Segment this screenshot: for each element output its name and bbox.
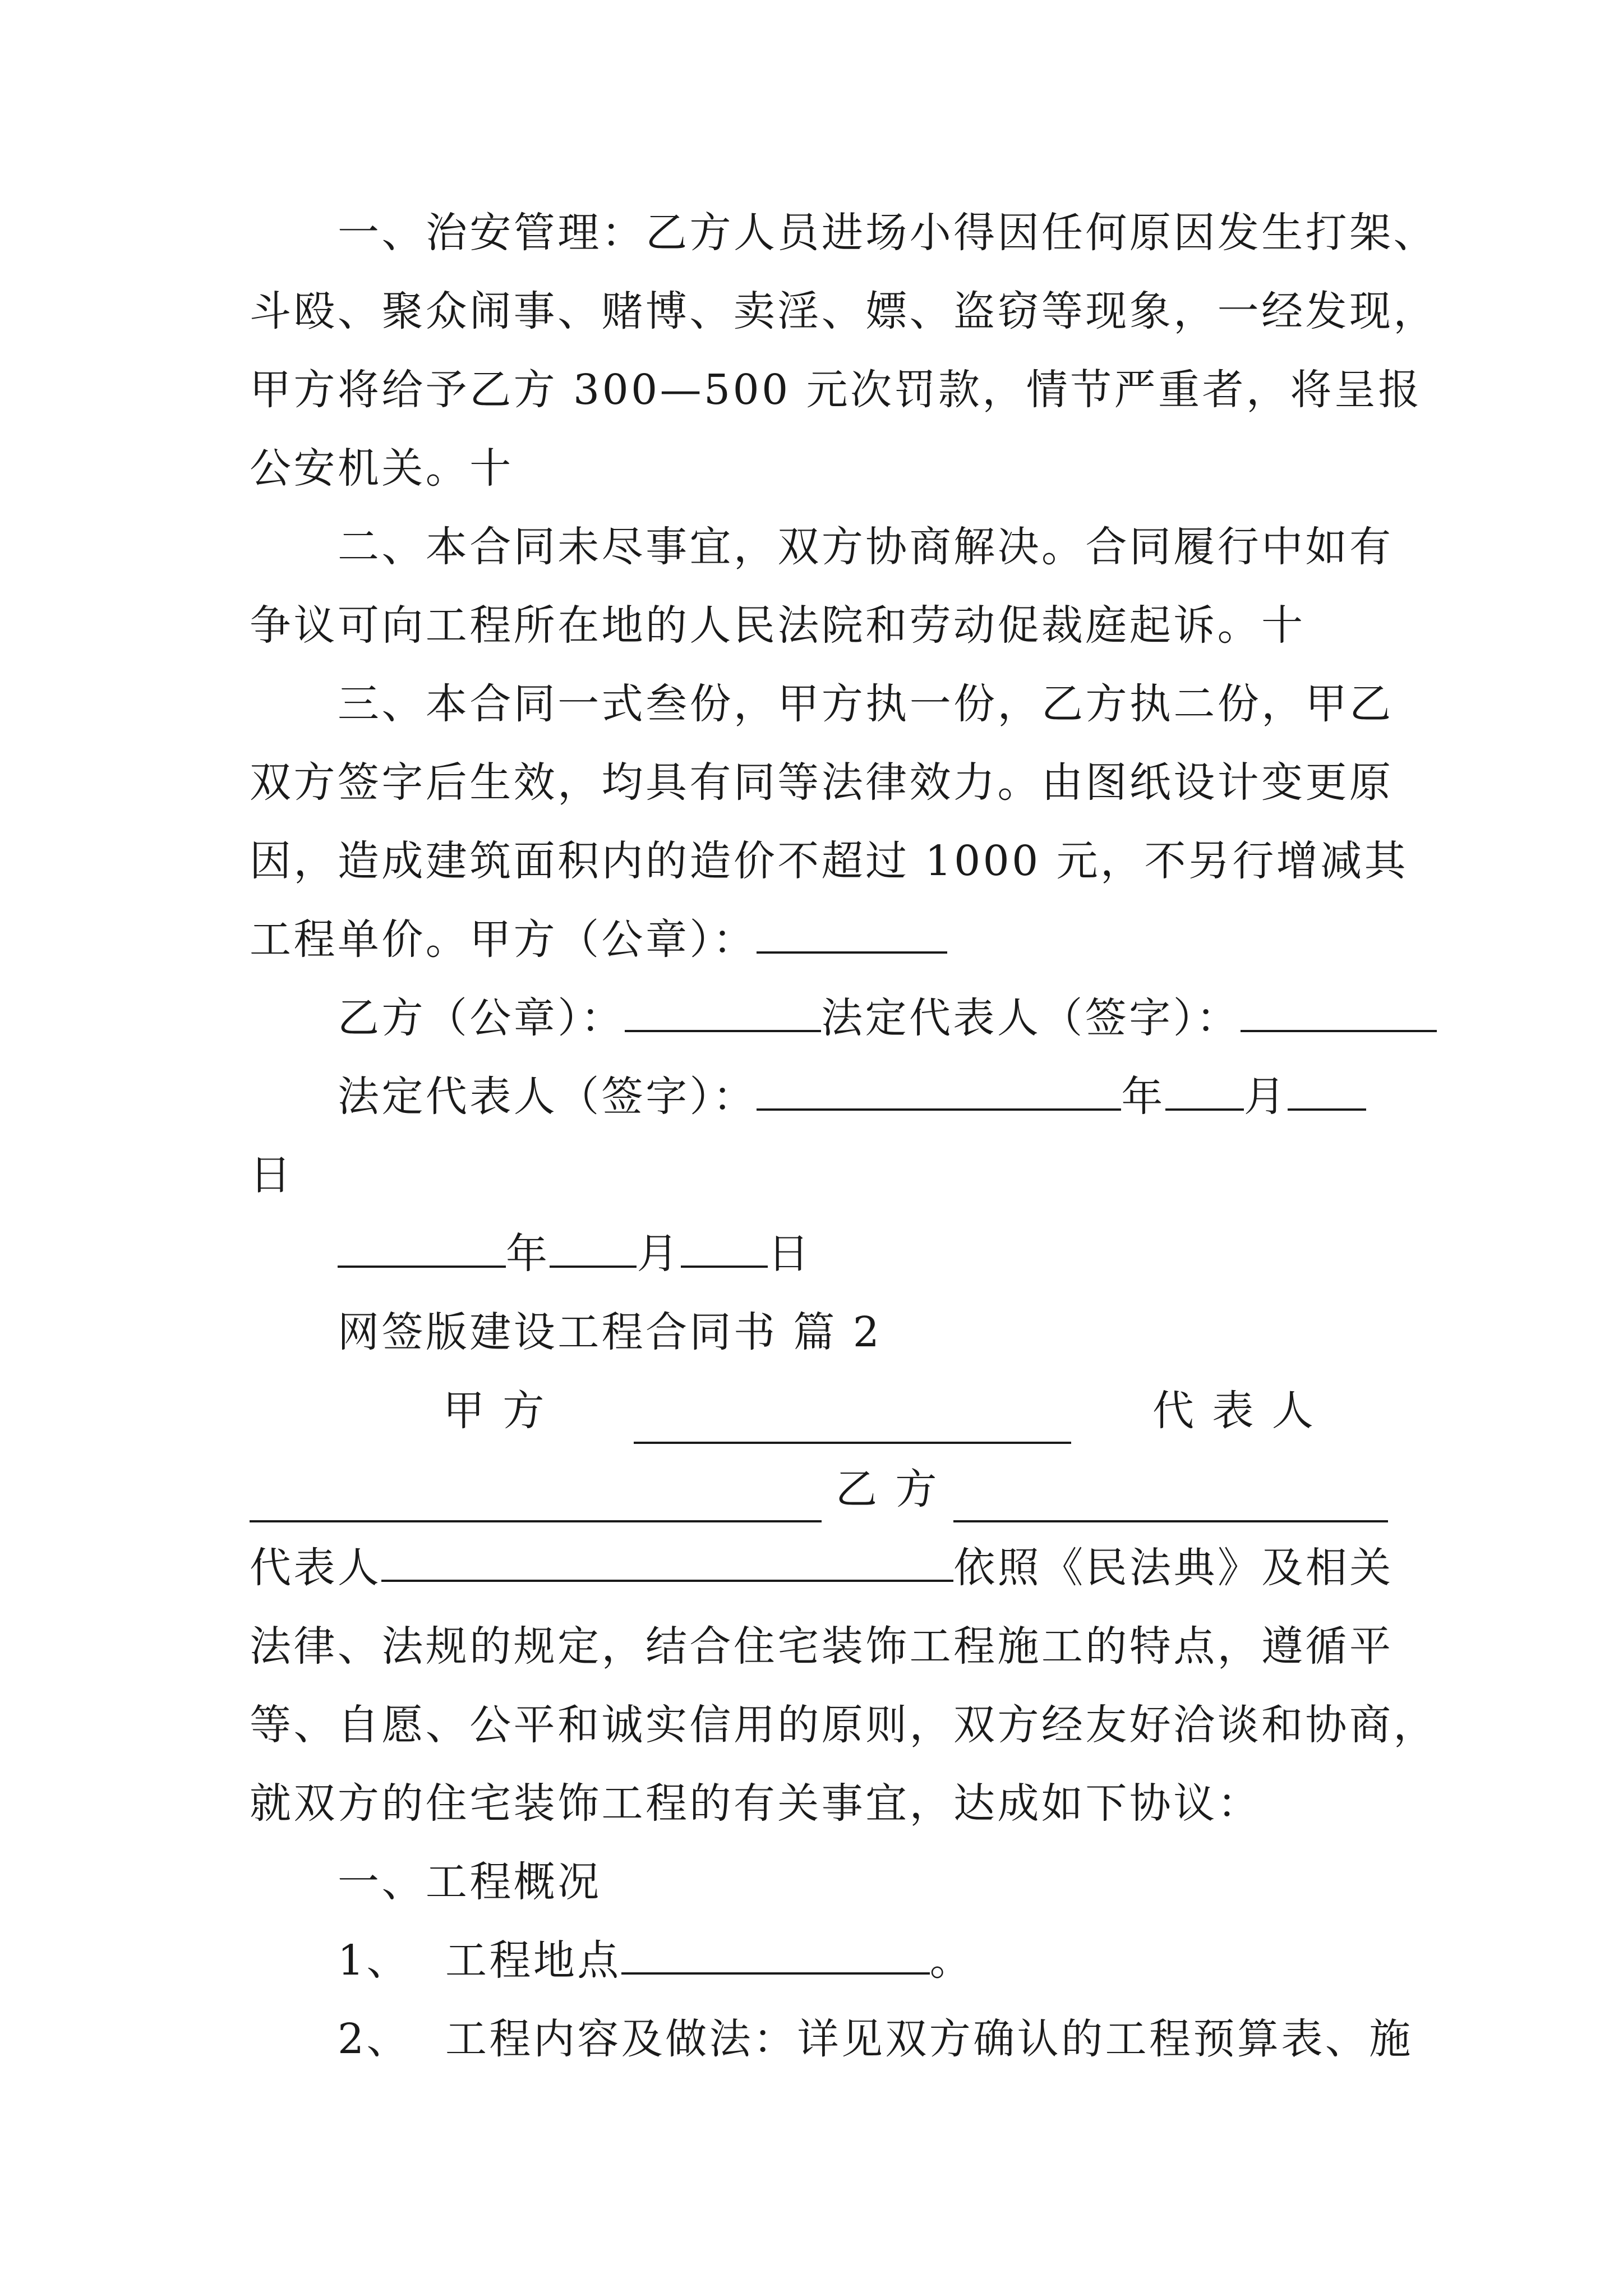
day-blank-2 [681,1226,768,1268]
text-line: 二、本合同未尽事宜，双方协商解决。合同履行中如有 [338,523,1394,571]
text-line: 公安机关。十 [250,444,514,493]
year-label: 年 [1121,1073,1165,1121]
text-line: 斗殴、聚众闹事、赌博、卖淫、嫖、盗窃等现象，一经发现， [250,287,1437,335]
party-a-label: 甲 方 [443,1387,547,1435]
party-a-seal-blank [757,912,947,954]
legal-rep-b-line [338,1069,1366,1125]
rep2-line [250,1540,1394,1596]
item-1-blank [621,1933,930,1975]
date-line [338,1226,811,1282]
text-line: 就双方的住宅装饰工程的有关事宜，达成如下协议： [250,1779,1262,1828]
text-line: 争议可向工程所在地的人民法院和劳动促裁庭起诉。十 [250,601,1306,650]
rep2-blank [381,1540,953,1582]
year-label-2: 年 [506,1230,550,1278]
text-line: 甲方将给予乙方 300—500 元次罚款，情节严重者，将呈报 [250,366,1422,414]
month-blank-2 [550,1226,637,1268]
party-b-seal-blank [625,991,821,1032]
item-1-end: 。 [929,1936,974,1985]
item-1-label: 工程地点 [445,1936,621,1985]
basis-text: 依照《民法典》及相关 [953,1544,1394,1592]
day-label: 日 [250,1151,294,1199]
rep-blank [250,1481,822,1522]
party-a-blank [634,1402,1071,1444]
item-2-number: 2、 [338,2015,411,2063]
day-label-2: 日 [767,1230,812,1278]
rep-label: 代 表 人 [1152,1387,1316,1435]
year-blank [338,1226,506,1268]
party-b-label: 乙 方 [836,1465,939,1513]
legal-rep-b-blank [757,1069,1121,1111]
month-label: 月 [1243,1073,1288,1121]
party-a-seal-label: 工程单价。甲方（公章）： [250,915,757,964]
month-blank [1165,1069,1244,1111]
legal-rep-a-label: 法定代表人（签字）： [821,994,1241,1042]
party-b-seal-line [338,990,1437,1046]
month-label-2: 月 [637,1230,681,1278]
item-2-line [338,2011,1413,2067]
rep2-label: 代表人 [250,1544,382,1592]
party-b-seal-label: 乙方（公章）： [338,994,625,1042]
heading-project-overview: 一、工程概况 [338,1858,602,1906]
text-line: 等、自愿、公平和诚实信用的原则，双方经友好洽谈和协商， [250,1701,1437,1749]
text-line: 法律、法规的规定，结合住宅装饰工程施工的特点，遵循平 [250,1622,1394,1671]
section-title: 网签版建设工程合同书 篇 2 [338,1308,882,1356]
text-line: 因，造成建筑面积内的造价不超过 1000 元，不另行增减其 [250,837,1409,885]
item-1-number: 1、 [338,1936,411,1985]
legal-rep-b-label: 法定代表人（签字）： [338,1073,757,1121]
day-blank [1288,1069,1366,1111]
party-a-seal-line [250,912,947,968]
text-line: 双方签字后生效，均具有同等法律效力。由图纸设计变更原 [250,758,1394,807]
item-2-text: 工程内容及做法：详见双方确认的工程预算表、施 [445,2015,1413,2063]
legal-rep-a-blank [1241,991,1437,1032]
item-1-line [338,1932,974,1989]
text-line: 一、治安管理：乙方人员进场小得因任何原因发生打架、 [338,209,1437,257]
text-line: 三、本合同一式叁份，甲方执一份，乙方执二份，甲乙 [338,680,1394,728]
party-b-blank [953,1481,1388,1522]
